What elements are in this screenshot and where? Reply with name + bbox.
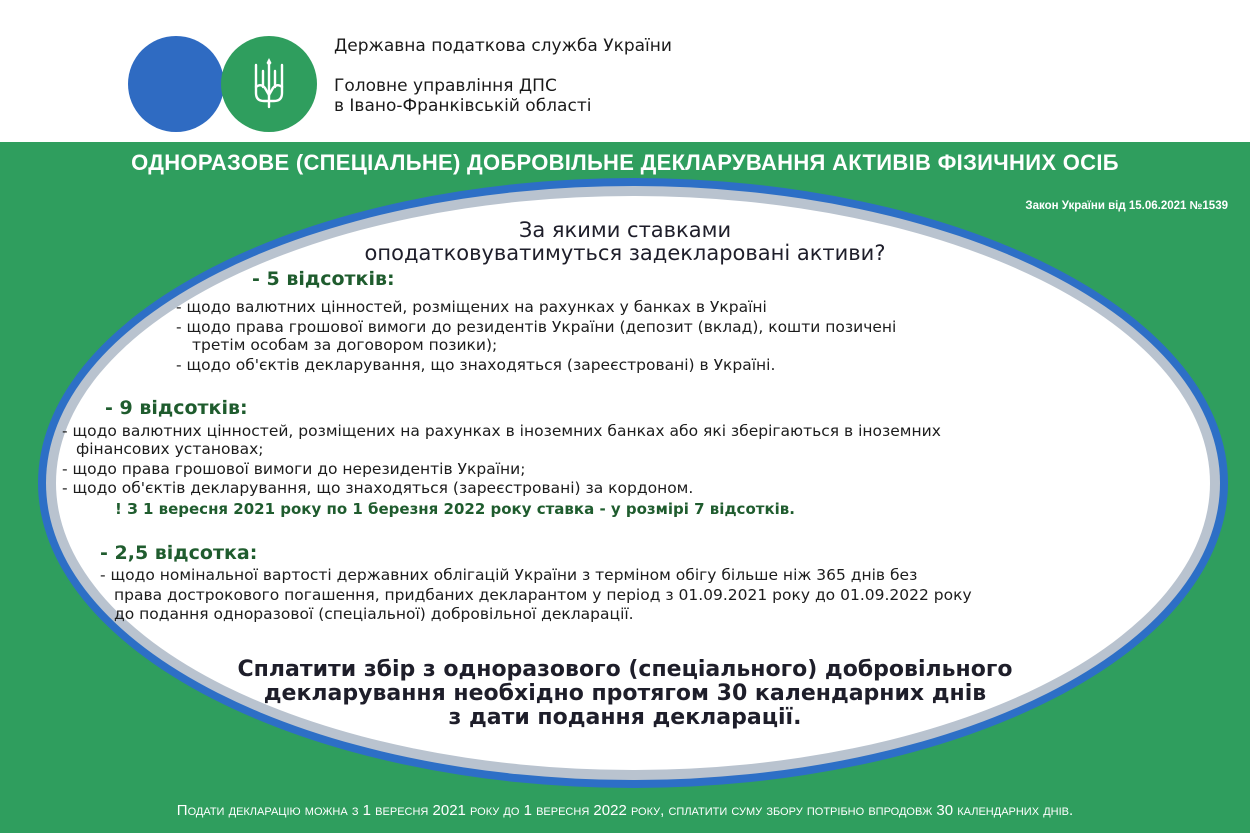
question-line-1: За якими ставками	[518, 218, 732, 242]
rate-9-item: - щодо валютних цінностей, розміщених на рахунках в іноземних банках або які зберігаються в іноземних	[62, 422, 941, 440]
rate-9-warning: ! З 1 вересня 2021 року по 1 березня 2022 року ставка - у розмірі 7 відсотків.	[115, 500, 795, 518]
org-name: Державна податкова служба України	[334, 36, 672, 56]
blue-circle-icon	[128, 36, 224, 132]
rate-2-5-item: права дострокового погашення, придбаних декларантом у період з 01.09.2021 року до 01.09.2022 року	[114, 586, 972, 604]
question-line-2: оподатковуватимуться задекларовані активи?	[364, 241, 886, 265]
rate-5-item: - щодо права грошової вимоги до резидентів України (депозит (вклад), кошти позичені	[176, 318, 897, 336]
trident-icon	[221, 36, 317, 132]
rate-5-item: третім особам за договором позики);	[192, 336, 498, 354]
rate-5-item: - щодо валютних цінностей, розміщених на рахунках у банках в Україні	[176, 298, 767, 316]
footer-note: Подати декларацію можна з 1 вересня 2021 року до 1 вересня 2022 року, сплатити суму збору потрібно впродовж 30 календарних днів.	[176, 802, 1074, 819]
office-name-line2: в Івано-Франківській області	[334, 96, 592, 116]
rate-2-5-item: - щодо номінальної вартості державних облігацій України з терміном обігу більше ніж 365 днів без	[100, 566, 918, 584]
rate-9-item: фінансових установах;	[76, 440, 264, 458]
law-reference: Закон України від 15.06.2021 №1539	[1025, 200, 1228, 212]
rate-9-heading: - 9 відсотків:	[105, 397, 248, 419]
rate-9-item: - щодо права грошової вимоги до нерезидентів України;	[62, 460, 526, 478]
rate-2-5-item: до подання одноразової (спеціальної) добровільної декларації.	[114, 605, 634, 623]
rate-5-item: - щодо об'єктів декларування, що знаходяться (зареєстровані) в Україні.	[176, 356, 776, 374]
office-name-line1: Головне управління ДПС	[334, 76, 557, 96]
header	[0, 0, 1250, 142]
rate-5-heading: - 5 відсотків:	[252, 268, 395, 290]
payment-line-2: декларування необхідно протягом 30 календарних днів	[263, 681, 987, 706]
payment-line-1: Сплатити збір з одноразового (спеціального) добровільного	[237, 657, 1013, 682]
rate-2-5-heading: - 2,5 відсотка:	[100, 542, 258, 564]
page-title: ОДНОРАЗОВЕ (СПЕЦІАЛЬНЕ) ДОБРОВІЛЬНЕ ДЕКЛАРУВАННЯ АКТИВІВ ФІЗИЧНИХ ОСІБ	[131, 150, 1119, 175]
rate-9-item: - щодо об'єктів декларування, що знаходяться (зареєстровані) за кордоном.	[62, 479, 694, 497]
payment-line-3: з дати подання декларації.	[448, 705, 802, 730]
